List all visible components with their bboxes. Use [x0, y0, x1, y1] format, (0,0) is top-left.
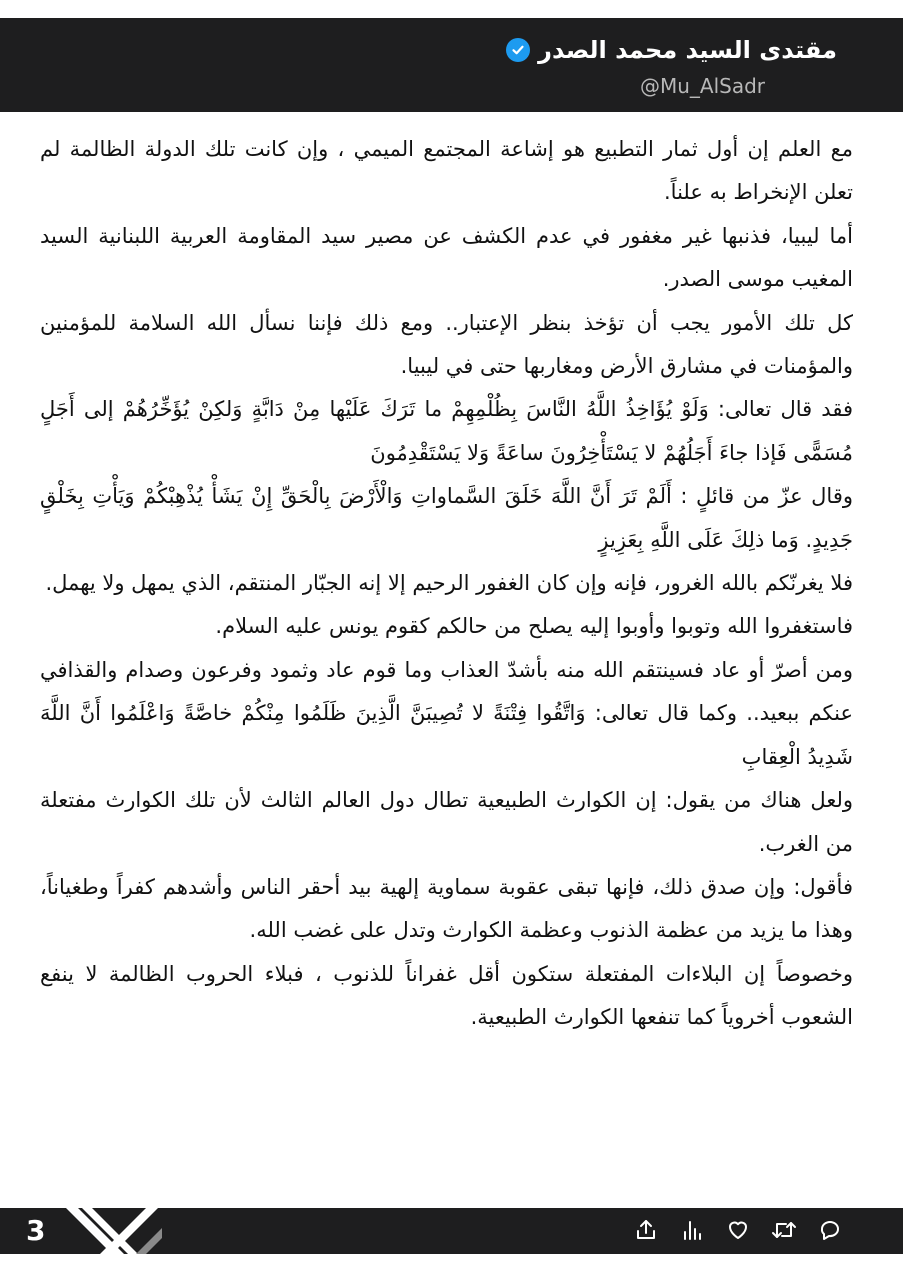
paragraph: مع العلم إن أول ثمار التطبيع هو إشاعة المجتمع الميمي ، وإن كانت تلك الدولة الظالمة لم تعلن الإنخراط به علناً. [40, 137, 853, 205]
profile-handle[interactable]: @Mu_AlSadr [639, 74, 765, 98]
paragraph: وقال عزّ من قائلٍ : أَلَمْ تَرَ أَنَّ اللَّهَ خَلَقَ السَّماواتِ وَالْأَرْضَ بِالْحَقِّ إِنْ يَشَأْ يُذْهِبْكُمْ وَيَأْتِ بِخَلْقٍ جَدِيدٍ. وَما ذلِكَ عَلَى اللَّهِ بِعَزِيزٍ [40, 484, 853, 552]
paragraph: فاستغفروا الله وتوبوا وأوبوا إليه يصلح من حالكم كقوم يونس عليه السلام. [215, 614, 853, 639]
profile-name-row [506, 36, 837, 64]
paragraph: فأقول: وإن صدق ذلك، فإنها تبقى عقوبة سماوية إلهية بيد أحقر الناس وأشدهم كفراً وطغياناً، وهذا ما يزيد من عظمة الذنوب وعظمة الكوارث وتدل على غضب الله. [40, 874, 853, 943]
footer-bar [0, 1208, 903, 1254]
share-icon[interactable] [633, 1217, 659, 1243]
paragraph: كل تلك الأمور يجب أن تؤخذ بنظر الإعتبار.. ومع ذلك فإننا نسأل الله السلامة للمؤمنين والمؤمنات في مشارق الأرض ومغاربها حتى في ليبيا. [40, 310, 853, 379]
like-icon[interactable] [725, 1217, 751, 1243]
profile-name[interactable]: مقتدى السيد محمد الصدر [538, 36, 837, 64]
views-icon[interactable] [679, 1217, 705, 1243]
paragraph: فقد قال تعالى: وَلَوْ يُؤَاخِذُ اللَّهُ النَّاسَ بِظُلْمِهِمْ ما تَرَكَ عَلَيْها مِنْ دَابَّةٍ وَلكِنْ يُؤَخِّرُهُمْ إلى أَجَلٍ مُسَمًّى فَإذا جاءَ أَجَلُهُمْ لا يَسْتَأْخِرُونَ ساعَةً وَلا يَسْتَقْدِمُونَ [40, 397, 853, 465]
paragraph: وخصوصاً إن البلاءات المفتعلة ستكون أقل غفراناً للذنوب ، فبلاء الحروب الظالمة لا ينفع الشعوب أخروياً كما تنفعها الكوارث الطبيعية. [40, 961, 853, 1030]
page-number: 3 [26, 1214, 46, 1247]
paragraph: ولعل هناك من يقول: إن الكوارث الطبيعية تطال دول العالم الثالث لأن تلك الكوارث مفتعلة من الغرب. [40, 788, 853, 856]
x-logo-icon [66, 1208, 162, 1254]
post-body [40, 128, 853, 1040]
verified-badge-icon [506, 38, 530, 62]
paragraph: أما ليبيا، فذنبها غير مغفور في عدم الكشف عن مصير سيد المقاومة العربية اللبنانية السيد المغيب موسى الصدر. [40, 223, 853, 292]
reply-icon[interactable] [817, 1217, 843, 1243]
post-actions [633, 1217, 843, 1243]
paragraph: ومن أصرّ أو عاد فسينتقم الله منه بأشدّ العذاب وما قوم عاد وثمود وفرعون وصدام والقذافي عنكم ببعيد.. وكما قال تعالى: وَاتَّقُوا فِتْنَةً لا تُصِيبَنَّ الَّذِينَ ظَلَمُوا مِنْكُمْ خاصَّةً وَاعْلَمُوا أَنَّ اللَّهَ شَدِيدُ الْعِقابِ [40, 657, 853, 769]
retweet-icon[interactable] [771, 1217, 797, 1243]
profile-header [0, 18, 903, 112]
paragraph: فلا يغرنّكم بالله الغرور، فإنه وإن كان الغفور الرحيم إلا إنه الجبّار المنتقم، الذي يمهل ولا يهمل. [45, 571, 853, 596]
